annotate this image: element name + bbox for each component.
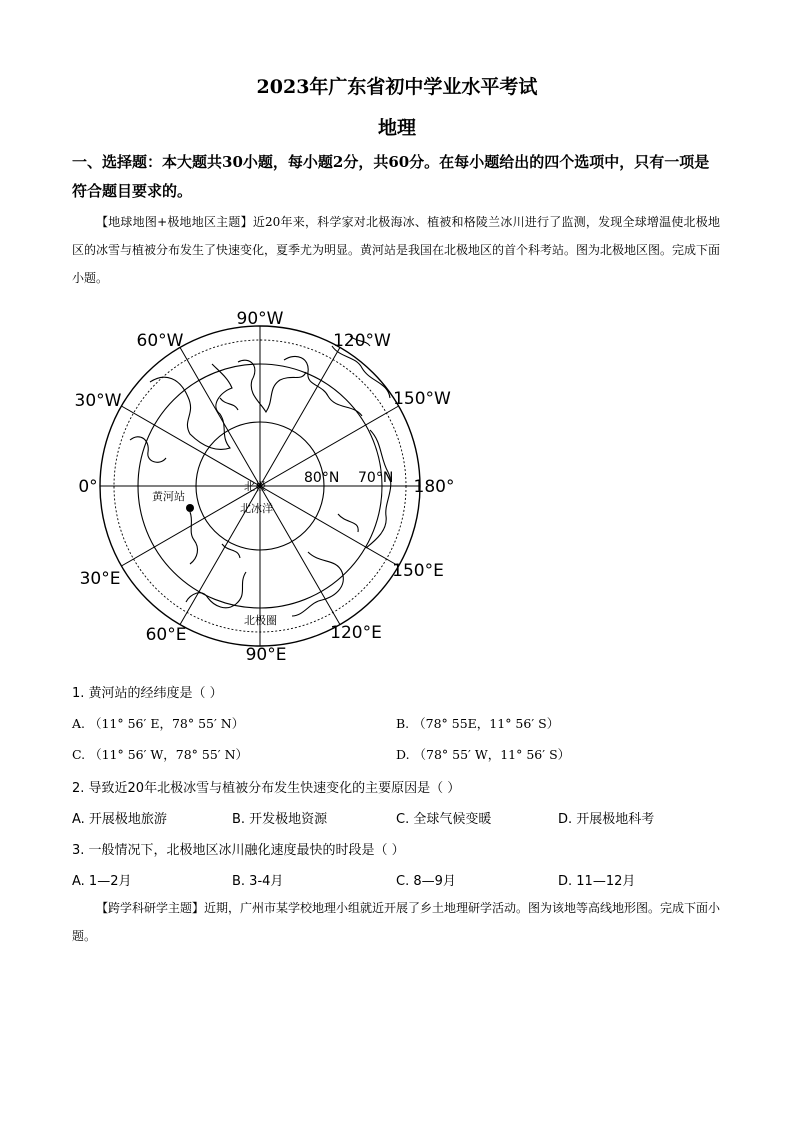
question-2-option-c: C. 全球气候变暖 [396, 812, 492, 827]
question-3-option-b: B. 3-4月 [232, 874, 284, 889]
group2-intro: 【跨学科研学主题】近期，广州市某学校地理小组就近开展了乡土地理研学活动。图为该地等高线地形图。完成下面小题。 [72, 901, 721, 943]
question-2-option-b: B. 开发极地资源 [232, 812, 328, 827]
question-3-option-d: D. 11—12月 [558, 874, 636, 889]
label-80n: 80°N [304, 470, 340, 486]
label-90e: 90°E [245, 645, 287, 665]
label-0: 0° [78, 477, 98, 497]
exam-subject: 地理 [377, 117, 416, 139]
label-60e: 60°E [145, 625, 187, 645]
station-label: 黄河站 [152, 490, 185, 503]
section-heading: 一、选择题：本大题共30小题，每小题2分，共60分。在每小题给出的四个选项中，只有一项是符合题目要求的。 [72, 153, 710, 200]
station-marker [186, 504, 194, 512]
arctic-map [70, 302, 470, 670]
label-70n: 70°N [358, 470, 394, 486]
label-150e: 150°E [392, 561, 444, 581]
question-2-stem: 2. 导致近20年北极冰雪与植被分布发生快速变化的主要原因是（ ） [72, 781, 461, 796]
question-3-option-a: A. 1—2月 [72, 874, 132, 889]
label-30w: 30°W [74, 391, 122, 411]
question-3-option-c: C. 8—9月 [396, 874, 456, 889]
label-180: 180° [413, 477, 455, 497]
exam-title: 2023年广东省初中学业水平考试 [256, 76, 538, 98]
group1-intro: 【地球地图+极地地区主题】近20年来，科学家对北极海冰、植被和格陵兰冰川进行了监测，发现全球增温使北极地区的冰雪与植被分布发生了快速变化，夏季尤为明显。黄河站是我国在北极地区的首个科考站。图为北极地区图。完成下面小题。 [72, 215, 721, 285]
arctic-circle-label: 北极圈 [244, 614, 277, 627]
label-60w: 60°W [136, 331, 184, 351]
label-30e: 30°E [79, 569, 121, 589]
question-1-option-a: A. （11° 56′ E，78° 55′ N） [72, 716, 245, 731]
label-150w: 150°W [393, 389, 451, 409]
pole-label: 北极 [244, 480, 266, 493]
label-120w: 120°W [333, 331, 391, 351]
question-1-option-b: B. （78° 55E，11° 56′ S） [396, 716, 560, 731]
label-120e: 120°E [330, 623, 382, 643]
question-1-option-c: C. （11° 56′ W，78° 55′ N） [72, 747, 249, 762]
question-2-option-d: D. 开展极地科考 [558, 812, 655, 827]
question-1-stem: 1. 黄河站的经纬度是（ ） [72, 686, 223, 701]
question-1-option-d: D. （78° 55′ W，11° 56′ S） [396, 747, 571, 762]
ocean-label: 北冰洋 [240, 502, 273, 515]
label-90w: 90°W [236, 309, 284, 329]
question-3-stem: 3. 一般情况下，北极地区冰川融化速度最快的时段是（ ） [72, 843, 405, 858]
question-2-option-a: A. 开展极地旅游 [72, 812, 167, 827]
